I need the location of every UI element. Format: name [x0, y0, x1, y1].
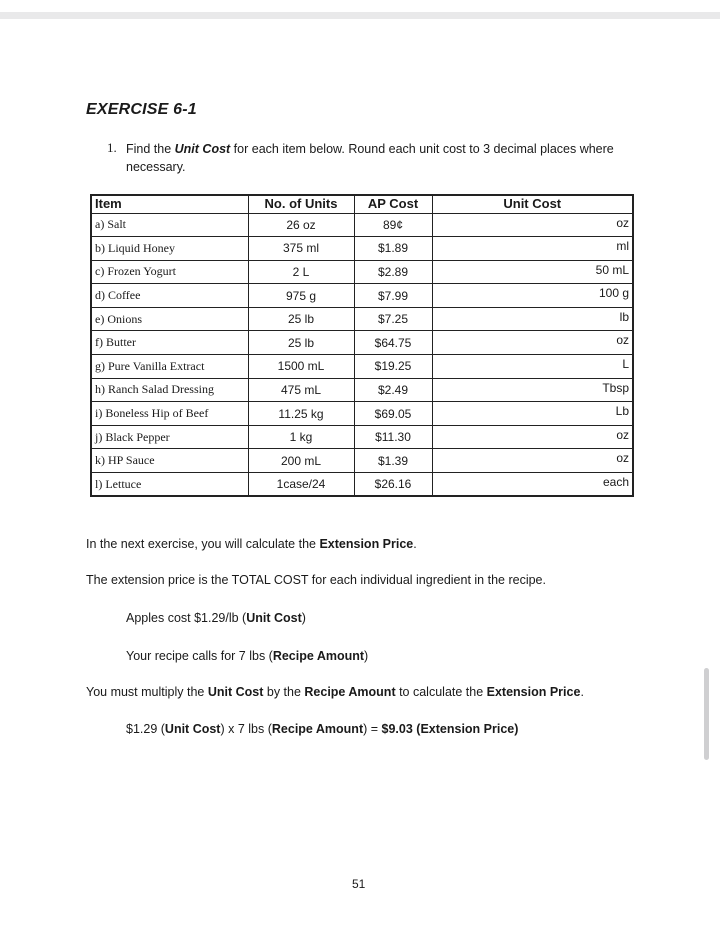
paragraph-multiply: You must multiply the Unit Cost by the Recipe Amount to calculate the Extension Price.: [86, 685, 584, 699]
item-unit-cost: each: [432, 473, 633, 497]
item-unit-cost: 100 g: [432, 284, 633, 308]
table-row: [91, 402, 633, 426]
item-name: a) Salt: [91, 213, 248, 237]
question-number: 1.: [107, 140, 117, 155]
item-ap-cost: $1.39: [354, 449, 432, 473]
item-unit-cost: oz: [432, 213, 633, 237]
table-row: [91, 449, 633, 473]
table-row: [91, 355, 633, 379]
item-unit-cost: lb: [432, 307, 633, 331]
item-name: k) HP Sauce: [91, 449, 248, 473]
table-row: [91, 260, 633, 284]
item-unit-cost: oz: [432, 425, 633, 449]
item-units: 25 lb: [248, 307, 354, 331]
item-ap-cost: $11.30: [354, 425, 432, 449]
item-units: 975 g: [248, 284, 354, 308]
table-row: [91, 473, 633, 497]
example-unit-cost: Apples cost $1.29/lb (Unit Cost): [126, 611, 306, 625]
table-row: [91, 284, 633, 308]
item-name: b) Liquid Honey: [91, 237, 248, 261]
item-units: 26 oz: [248, 213, 354, 237]
item-ap-cost: $26.16: [354, 473, 432, 497]
item-units: 375 ml: [248, 237, 354, 261]
item-name: e) Onions: [91, 307, 248, 331]
item-units: 1500 mL: [248, 355, 354, 379]
question-text: Find the Unit Cost for each item below. Round each unit cost to 3 decimal places where necessary.: [126, 142, 614, 174]
scrollbar-thumb[interactable]: [704, 668, 709, 760]
item-name: c) Frozen Yogurt: [91, 260, 248, 284]
header-item: Item: [91, 195, 248, 213]
header-ap-cost: AP Cost: [354, 195, 432, 213]
item-unit-cost: L: [432, 355, 633, 379]
item-name: g) Pure Vanilla Extract: [91, 355, 248, 379]
item-units: 1case/24: [248, 473, 354, 497]
item-name: i) Boneless Hip of Beef: [91, 402, 248, 426]
formula-example: $1.29 (Unit Cost) x 7 lbs (Recipe Amount) = $9.03 (Extension Price): [126, 722, 519, 736]
item-ap-cost: $2.89: [354, 260, 432, 284]
exercise-title: EXERCISE 6-1: [86, 101, 197, 118]
item-unit-cost: 50 mL: [432, 260, 633, 284]
table-row: [91, 378, 633, 402]
item-ap-cost: $7.99: [354, 284, 432, 308]
item-name: h) Ranch Salad Dressing: [91, 378, 248, 402]
item-units: 475 mL: [248, 378, 354, 402]
item-ap-cost: $7.25: [354, 307, 432, 331]
header-units: No. of Units: [248, 195, 354, 213]
example-recipe-amount: Your recipe calls for 7 lbs (Recipe Amount): [126, 649, 369, 663]
table-row: [91, 213, 633, 237]
item-ap-cost: 89¢: [354, 213, 432, 237]
item-unit-cost: Lb: [432, 402, 633, 426]
page-number: 51: [352, 877, 366, 891]
item-unit-cost: ml: [432, 237, 633, 261]
item-units: 2 L: [248, 260, 354, 284]
item-ap-cost: $64.75: [354, 331, 432, 355]
header-unit-cost: Unit Cost: [432, 195, 633, 213]
item-name: l) Lettuce: [91, 473, 248, 497]
table-row: [91, 331, 633, 355]
item-ap-cost: $1.89: [354, 237, 432, 261]
item-units: 200 mL: [248, 449, 354, 473]
paragraph-definition: The extension price is the TOTAL COST for each individual ingredient in the recipe.: [86, 573, 546, 587]
table-row: [91, 307, 633, 331]
paragraph-next-exercise: In the next exercise, you will calculate the Extension Price.: [86, 537, 417, 551]
item-unit-cost: oz: [432, 449, 633, 473]
item-unit-cost: Tbsp: [432, 378, 633, 402]
table-row: [91, 425, 633, 449]
item-units: 25 lb: [248, 331, 354, 355]
item-ap-cost: $69.05: [354, 402, 432, 426]
item-units: 1 kg: [248, 425, 354, 449]
item-ap-cost: $19.25: [354, 355, 432, 379]
item-units: 11.25 kg: [248, 402, 354, 426]
unit-cost-table: [90, 194, 634, 497]
item-ap-cost: $2.49: [354, 378, 432, 402]
item-name: d) Coffee: [91, 284, 248, 308]
table-header-row: [91, 195, 633, 213]
table-row: [91, 237, 633, 261]
item-name: j) Black Pepper: [91, 425, 248, 449]
item-unit-cost: oz: [432, 331, 633, 355]
top-bar: [0, 12, 720, 19]
item-name: f) Butter: [91, 331, 248, 355]
